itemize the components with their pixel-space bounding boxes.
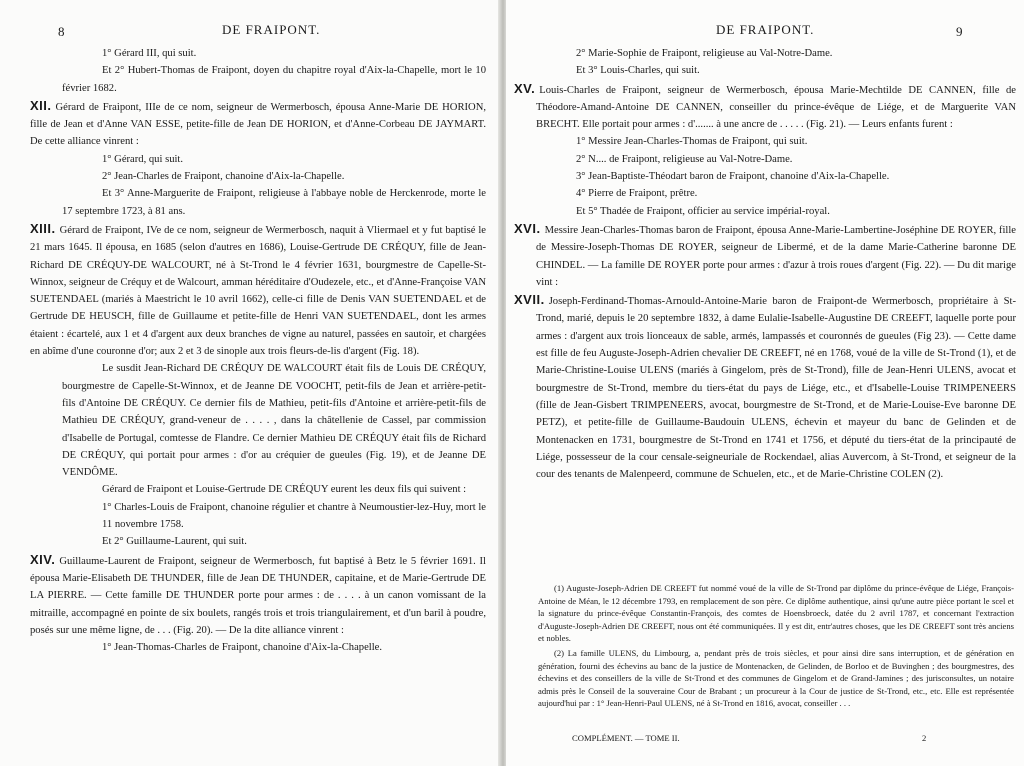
paragraph: 2° N.... de Fraipont, religieuse au Val-Notre-Dame. (576, 153, 793, 165)
paragraph: Et 2° Guillaume-Laurent, qui suit. (102, 536, 247, 548)
generation-label: XII. (30, 97, 52, 113)
generation-label: XV. (514, 80, 536, 96)
paragraph-text: Guillaume-Laurent de Fraipont, seigneur de Wermerbosch, fut baptisé à Betz le 5 février 1691. Il épousa Marie-Elisabeth DE THUNDER, fille de Jean DE THUNDER, capitaine, et de Marie-Gertrude DE LA PIERRE. — Cette famille DE THUNDER porte pour armes : de . . . . à un canon vomissant de la mitraille, accompagné en pointe de six boulets, rangés trois et trois triangulairement, et d'un baril à poudre, posés sur une même ligne, de . . . (Fig. 20). — De la dite alliance vinrent : (30, 555, 486, 636)
paragraph-text: Gérard de Fraipont, IIIe de ce nom, seigneur de Wermerbosch, épousa Anne-Marie DE HORION, fille de Jean et d'Anne VAN ESSE, petite-fille de Jean DE HORION, et d'Anne-Corbeau DE JAYMART. De cette alliance vinrent : (30, 101, 486, 148)
paragraph: Le susdit Jean-Richard DE CRÉQUY DE WALCOURT était fils de Louis DE CRÉQUY, bourgmestre de Capelle-St-Winnox, et de Jeanne DE VOOCHT, petit-fils de Jean et arrière-petit-fils d'Antoine DE CRÉQUY. Ce dernier fils de Mathieu, petit-fils d'Antoine et arrière-petit-fils de Mathieu DE CRÉQUY, grand-veneur de . . . . , dans la châtellenie de Cassel, par commission d'Isabelle de Portugal, comtesse de Flandre. Ce dernier Mathieu DE CRÉQUY était fils de Richard DE CRÉQUY, qui portait pour armes : d'or au créquier de gueules (Fig. 19), et de Jeanne DE VENDÔME. (62, 363, 486, 479)
generation-paragraph (514, 291, 1016, 483)
generation-label: XVI. (514, 220, 541, 236)
generation-paragraph (514, 80, 1016, 134)
generation-paragraph (30, 220, 486, 360)
paragraph: Gérard de Fraipont et Louise-Gertrude DE CRÉQUY eurent les deux fils qui suivent : (102, 484, 467, 496)
left-page (0, 0, 500, 766)
paragraph: 2° Jean-Charles de Fraipont, chanoine d'Aix-la-Chapelle. (102, 171, 345, 183)
paragraph: 1° Charles-Louis de Fraipont, chanoine régulier et chantre à Neumoustier-lez-Huy, mort le 11 novembre 1758. (102, 501, 486, 531)
paragraph: 3° Jean-Baptiste-Théodart baron de Fraipont, chanoine d'Aix-la-Chapelle. (576, 171, 890, 183)
page-number: 9 (956, 24, 963, 39)
left-body (30, 45, 486, 656)
running-head: DE FRAIPONT. (222, 22, 321, 37)
paragraph-text: Joseph-Ferdinand-Thomas-Arnould-Antoine-Marie baron de Fraipont-de Wermerbosch, propriétaire à St-Trond, marié, depuis le 20 septembre 1832, à dame Eulalie-Isabelle-Augustine DE CREEFT, laquelle porte pour armes : d'argent aux trois lionceaux de sable, armés, lampassés et couronnés de gueules (Fig 23). — Cette dame est fille de feu Auguste-Joseph-Adrien chevalier DE CREEFT, né en 1768, voué de la ville de St-Trond (1), et de Marie-Christine-Louise ULENS (mariés à Gingelom, près de St-Trond), fille de Jean-Henri ULENS, avocat et bourgmestre de St-Trond, membre du tiers-état du pays de Liége, etc., et d'Isabelle-Louise TRIMPENEERS (fille de Jean-Gisbert TRIMPENEERS, avocat, bourgmestre de St-Trond, et de Marie-Louise-Eve baronne DE PETZ), et petite-fille de Guillaume-Baudouin ULENS, échevin et mayeur du banc de Gelinden et de Montenacken en 1731, bourgmestre de St-Trond en 1741 et 1756, et député du tiers-état de la principauté de Liége, possesseur de la cour censale-seigneuriale de Rockendael, alias Auvercom, à St-Trond, et seigneur de la cour des tenants de Malenpeerd, commune de Schuelen, etc., et de Marie-Christine COLEN (2). (536, 296, 1016, 481)
paragraph: Et 3° Louis-Charles, qui suit. (576, 65, 700, 77)
footnote: (1) Auguste-Joseph-Adrien DE CREEFT fut nommé voué de la ville de St-Trond par diplôme du prince-évêque de Liége, François-Antoine de Méan, le 12 décembre 1793, en remplacement de son père. Ce diplôme authentique, ainsi qu'une autre pièce portant le scel et la signature du prince-évêque Constantin-François, des comtes de Hoensbroeck, datée du 2 avril 1787, et concernant l'extraction d'Auguste-Joseph-Adrien DE CREEFT, nous ont été communiquées. Il y est dit, entr'autres choses, que les DE CREEFT sont très anciens et nobles. (538, 583, 1014, 644)
paragraph-text: Gérard de Fraipont, IVe de ce nom, seigneur de Wermerbosch, naquit à Vliermael et y fut baptisé le 21 mars 1645. Il épousa, en 1685 (selon d'autres en 1686), Louise-Gertrude DE CRÉQUY, fille de Jean-Richard DE CRÉQUY-DE WALCOURT, né à St-Trond le 4 février 1631, bourgmestre de Capelle-St-Winnox, seigneur de Créquy et de Walcourt, amman héréditaire d'Oudezele, etc., et d'Anne-Françoise VAN SUETENDAEL (mariés à Maestricht le 10 avril 1662), celle-ci fille de Denis VAN SUETENDAEL et de Gertrude DE HEUSCH, fille de Guillaume et petite-fille de Henri VAN SUETENDAEL, dont les armes étaient : écartelé, aux 1 et 4 d'argent aux deux branches de vigne au naturel, passées en sautoir, et chargées en abîme d'une couronne d'or; aux 2 et 3 de sinople aux trois fleurs-de-lis d'argent (Fig. 18). (30, 224, 486, 358)
paragraph-text: Messire Jean-Charles-Thomas baron de Fraipont, épousa Anne-Marie-Lambertine-Joséphine DE ROYER, fille de Messire-Joseph-Thomas DE ROYER, seigneur de Libermé, et de la dame Marie-Catherine baronne DE CHINDEL. — La famille DE ROYER porte pour armes : d'azur à trois roues d'argent (Fig. 22). — Du dit marige vint : (536, 224, 1016, 288)
generation-paragraph (30, 551, 486, 639)
generation-label: XIV. (30, 551, 56, 567)
paragraph: Et 2° Hubert-Thomas de Fraipont, doyen du chapitre royal d'Aix-la-Chapelle, mort le 10 février 1682. (62, 65, 486, 94)
right-body (514, 45, 1016, 483)
paragraph: 2° Marie-Sophie de Fraipont, religieuse au Val-Notre-Dame. (576, 48, 833, 59)
paragraph-text: Louis-Charles de Fraipont, seigneur de Wermerbosch, épousa Marie-Mechtilde DE CANNEN, fille de Théodore-Amand-Antoine DE CANNEN, conseiller du prince-évêque de Liége, et de Marguerite VAN BRECHT. Elle portait pour armes : d'....... à une ancre de . . . . . (Fig. 21). — Leurs enfants furent : (536, 84, 1016, 131)
paragraph: Et 3° Anne-Marguerite de Fraipont, religieuse à l'abbaye noble de Herckenrode, morte le 17 septembre 1723, à 81 ans. (62, 188, 486, 217)
page-number: 8 (58, 24, 65, 39)
paragraph: Et 5° Thadée de Fraipont, officier au service impérial-royal. (576, 205, 830, 217)
signature-line: COMPLÉMENT. — TOME II. (572, 733, 680, 743)
right-page (506, 0, 1024, 766)
generation-label: XVII. (514, 292, 545, 308)
footnotes (538, 582, 1014, 712)
signature-mark: 2 (922, 733, 927, 743)
paragraph: 1° Jean-Thomas-Charles de Fraipont, chanoine d'Aix-la-Chapelle. (102, 642, 383, 654)
paragraph: 1° Gérard III, qui suit. (102, 48, 197, 59)
generation-paragraph (30, 97, 486, 151)
paragraph: 1° Messire Jean-Charles-Thomas de Fraipont, qui suit. (576, 136, 808, 148)
generation-paragraph (514, 220, 1016, 291)
paragraph: 1° Gérard, qui suit. (102, 153, 184, 165)
running-head: DE FRAIPONT. (716, 22, 815, 37)
footnote: (2) La famille ULENS, du Limbourg, a, pendant près de trois siècles, et pour ainsi dire sans interruption, et de génération en génération, fourni des échevins au banc de la justice de Montenacken, de Gelinden, de Borloo et de Buvinghen ; des bourgmestres, des échevins et des conseillers de la ville de St-Trond et des communes de Gingelom et de Grand-Jamines ; des jurisconsultes, un notaire admis près le Conseil de la souveraine Cour de Brabant ; un procureur à la Cour de justice de St-Trond, etc., etc. Elle est représentée aujourd'hui par : 1° Jean-Henri-Paul ULENS, né à St-Trond en 1816, avocat, conseiller . . . (538, 647, 1014, 709)
generation-label: XIII. (30, 220, 56, 236)
paragraph: 4° Pierre de Fraipont, prêtre. (576, 188, 698, 200)
